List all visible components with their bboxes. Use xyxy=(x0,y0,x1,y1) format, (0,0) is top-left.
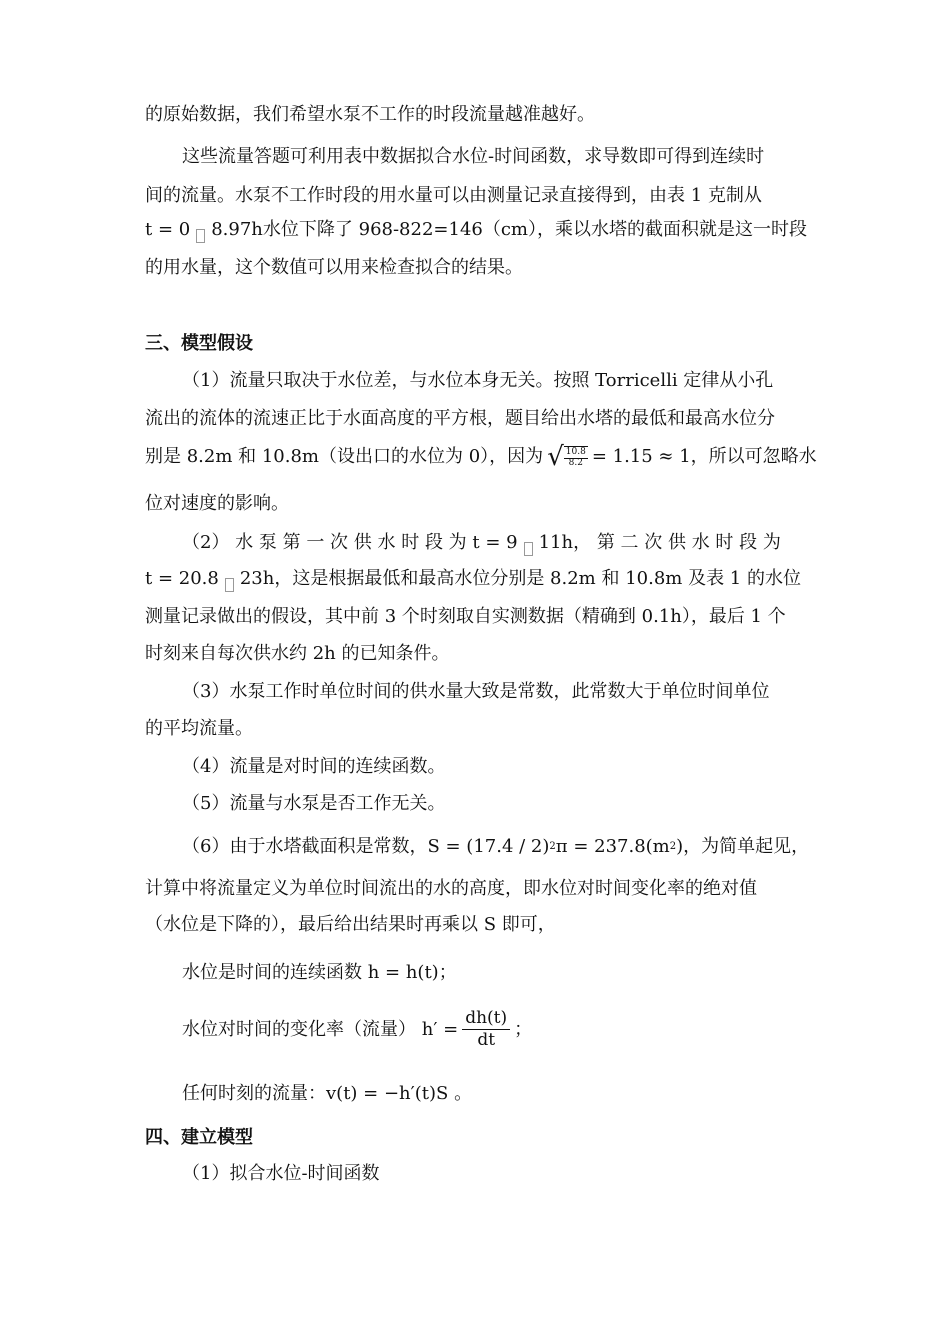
missing-glyph-icon xyxy=(196,229,205,243)
inline-text: 11h， 第 二 次 供 水 时 段 为 xyxy=(538,532,781,553)
inline-text: ； xyxy=(514,1018,533,1040)
fraction-denominator: 8.2 xyxy=(568,457,583,468)
paragraph-line: 的平均流量。 xyxy=(145,718,253,739)
paragraph-line: 的用水量，这个数值可以用来检查拟合的结果。 xyxy=(145,257,523,278)
paragraph-line: （4）流量是对时间的连续函数。 xyxy=(182,756,446,777)
missing-glyph-icon xyxy=(225,578,234,592)
section-heading: 四、建立模型 xyxy=(145,1127,253,1148)
paragraph-line: 时刻来自每次供水约 2h 的已知条件。 xyxy=(145,643,450,664)
inline-text: t = 0 xyxy=(145,219,191,240)
derivative-fraction xyxy=(462,1008,510,1052)
paragraph-line xyxy=(182,834,809,860)
paragraph-line: 间的流量。水泵不工作时段的用水量可以由测量记录直接得到，由表 1 克制从 xyxy=(145,185,762,206)
inline-text: 23h，这是根据最低和最高水位分别是 8.2m 和 10.8m 及表 1 的水位 xyxy=(239,568,801,589)
paragraph-line xyxy=(145,444,817,470)
superscript: 2 xyxy=(549,841,556,852)
inline-text: π = 237.8(m xyxy=(555,836,670,857)
equation-line xyxy=(182,1008,532,1052)
paragraph-line: （5）流量与水泵是否工作无关。 xyxy=(182,793,446,814)
paragraph-line: 这些流量答题可利用表中数据拟合水位-时间函数，求导数即可得到连续时 xyxy=(182,146,765,167)
inline-text: t = 20.8 xyxy=(145,568,219,589)
superscript: 2 xyxy=(669,841,677,852)
paragraph-line: 测量记录做出的假设，其中前 3 个时刻取自实测数据（精确到 0.1h），最后 1 个 xyxy=(145,606,786,627)
equation-line: 任何时刻的流量：v(t) = −h′(t)S 。 xyxy=(182,1083,473,1104)
section-heading: 三、模型假设 xyxy=(145,333,253,354)
paragraph-line: （1）拟合水位-时间函数 xyxy=(182,1163,380,1184)
inline-text: 水位对时间的变化率（流量） h′ = xyxy=(182,1018,459,1040)
inline-text: （6）由于水塔截面积是常数，S = (17.4 / 2) xyxy=(182,836,550,857)
fraction-numerator: 10.8 xyxy=(565,446,586,457)
inline-text: = 1.15 ≈ 1，所以可忽略水 xyxy=(591,446,817,468)
paragraph-line: （水位是下降的），最后给出结果时再乘以 S 即可， xyxy=(145,914,556,935)
paragraph-line: （3）水泵工作时单位时间的供水量大致是常数，此常数大于单位时间单位 xyxy=(182,681,770,702)
sqrt-expression xyxy=(547,444,588,470)
paragraph-line: 计算中将流量定义为单位时间流出的水的高度，即水位对时间变化率的绝对值 xyxy=(145,878,757,899)
inline-text: （2） 水 泵 第 一 次 供 水 时 段 为 t = 9 xyxy=(182,532,518,553)
sqrt-sign-icon: √ xyxy=(547,442,564,472)
fraction-denominator: dt xyxy=(477,1030,496,1051)
paragraph-line: 的原始数据，我们希望水泵不工作的时段流量越准越好。 xyxy=(145,104,595,125)
equation-line: 水位是时间的连续函数 h = h(t)； xyxy=(182,962,457,983)
paragraph-line xyxy=(182,530,781,556)
inline-text: 8.97h水位下降了 968-822=146（cm），乘以水塔的截面积就是这一时段 xyxy=(211,219,807,240)
paragraph-line: （1）流量只取决于水位差，与水位本身无关。按照 Torricelli 定律从小孔 xyxy=(182,370,774,391)
fraction xyxy=(564,446,588,469)
missing-glyph-icon xyxy=(524,542,533,556)
paragraph-line: 位对速度的影响。 xyxy=(145,493,289,514)
inline-text: )，为简单起见， xyxy=(676,836,810,857)
paragraph-line xyxy=(145,566,801,592)
inline-text: 别是 8.2m 和 10.8m（设出口的水位为 0），因为 xyxy=(145,446,544,468)
paragraph-line xyxy=(145,217,807,243)
fraction-numerator: dh(t) xyxy=(462,1008,510,1030)
paragraph-line: 流出的流体的流速正比于水面高度的平方根，题目给出水塔的最低和最高水位分 xyxy=(145,408,775,429)
